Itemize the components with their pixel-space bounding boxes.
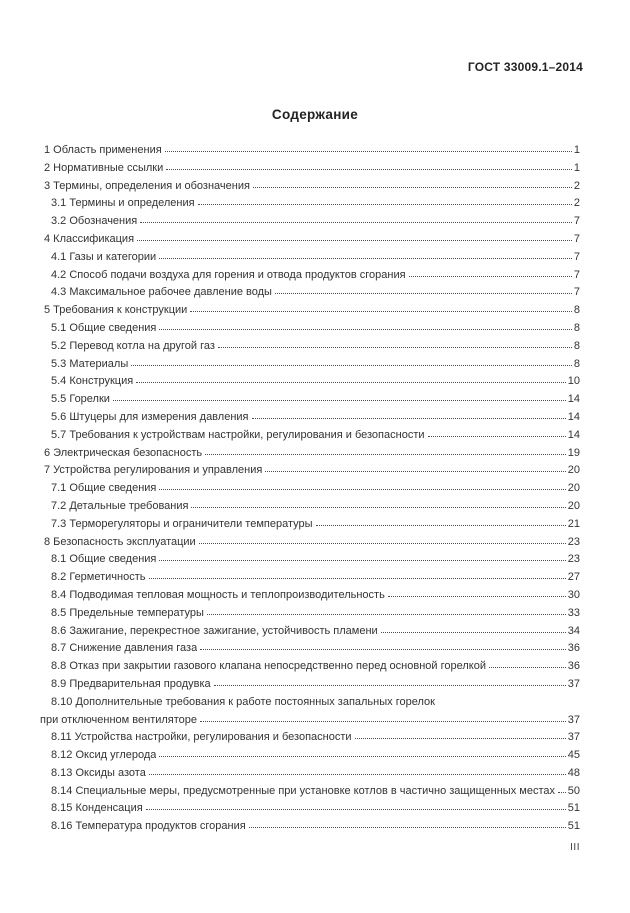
toc-entry-page: 51 [567,802,580,815]
toc-entry [40,195,580,213]
toc-entry-label: 4.3 Максимальное рабочее давление воды [51,286,272,299]
toc-entry-page: 8 [573,321,580,334]
dot-leader [218,347,572,348]
toc-entry-label: 8.8 Отказ при закрытии газового клапана непосредственно перед основной горелкой [51,660,486,673]
toc-entry-page: 37 [567,713,580,726]
toc-entry [40,765,580,783]
dot-leader [166,169,572,170]
toc-entry-page: 7 [573,250,580,263]
dot-leader [159,756,565,757]
dot-leader [159,258,572,259]
toc-entry [40,142,580,160]
toc-entry-label: 5.5 Горелки [51,393,110,406]
toc-entry-label: 3 Термины, определения и обозначения [44,179,250,192]
toc-entry [40,231,580,249]
toc-entry-page: 50 [567,784,580,797]
toc-entry-label: 3.2 Обозначения [51,215,138,228]
toc-entry-page: 45 [567,749,580,762]
dot-leader [428,436,566,437]
toc-entry [40,587,580,605]
dot-leader [198,204,572,205]
dot-leader [140,222,572,223]
toc-entry [40,534,580,552]
toc-entry-page: 36 [567,660,580,673]
toc-entry-page: 1 [573,144,580,156]
toc-entry [40,391,580,409]
dot-leader [165,151,572,152]
toc-entry [40,729,580,747]
dot-leader [214,685,566,686]
toc-entry-label: 6 Электрическая безопасность [44,446,203,459]
dot-leader [265,471,565,472]
toc-entry-page: 7 [573,232,580,245]
toc-entry-label: 4.1 Газы и категории [51,250,157,263]
toc-entry-label: 8.10 Дополнительные требования к работе постоянных запальных горелок [51,695,435,708]
toc-entry [40,356,580,374]
dot-leader [191,507,565,508]
dot-leader [489,667,566,668]
toc-entry [40,320,580,338]
toc-entry-label: 8.9 Предварительная продувка [51,677,211,690]
toc-entry [40,712,580,730]
toc-entry-page: 14 [567,393,580,406]
dot-leader [200,721,566,722]
dot-leader [149,578,566,579]
dot-leader [149,774,566,775]
dot-leader [190,311,572,312]
toc-entry [40,409,580,427]
toc-entry-page: 8 [573,357,580,370]
toc-entry-page: 20 [567,499,580,512]
toc-entry [40,640,580,658]
dot-leader [200,649,566,650]
toc-entry-page: 30 [567,588,580,601]
toc-entry-label: 5.3 Материалы [51,357,129,370]
toc-entry [40,658,580,676]
dot-leader [558,792,566,793]
toc-entry-label: 7 Устройства регулирования и управления [44,464,263,477]
toc-entry [40,178,580,196]
toc-entry [40,623,580,641]
dot-leader [199,543,566,544]
toc-entry-label: 5.6 Штуцеры для измерения давления [51,410,249,423]
toc-entry [40,498,580,516]
toc-entry-page: 51 [567,820,580,833]
dot-leader [388,596,566,597]
toc-entry [40,249,580,267]
toc-entry-page: 14 [567,428,580,441]
dot-leader [205,454,566,455]
toc-entry-page: 7 [573,268,580,281]
toc-entry-page: 2 [573,197,580,210]
toc-entry-page: 20 [567,464,580,477]
toc-entry-label: 8.16 Температура продуктов сгорания [51,820,246,833]
toc-entry-label: 5.1 Общие сведения [51,321,157,334]
toc-entry-label: 8.5 Предельные температуры [51,606,204,619]
dot-leader [316,525,566,526]
dot-leader [207,614,566,615]
toc-entry [40,302,580,320]
dot-leader [136,382,566,383]
toc-entry-label: 8.15 Конденсация [51,802,143,815]
toc-entry [40,284,580,302]
toc-entry-page: 27 [567,571,580,584]
dot-leader [409,276,572,277]
toc-entry-page: 14 [567,410,580,423]
toc-entry [40,480,580,498]
toc-entry-page: 21 [567,517,580,530]
toc-entry-page: 2 [573,179,580,192]
toc-entry-label: 4.2 Способ подачи воздуха для горения и отвода продуктов сгорания [51,268,406,281]
toc-entry [40,338,580,356]
toc-entry-page: 8 [573,304,580,317]
footer-page-number: III [570,842,580,853]
dot-leader [131,365,572,366]
toc-entry-label: 8.6 Зажигание, перекрестное зажигание, устойчивость пламени [51,624,378,637]
dot-leader [159,329,571,330]
toc-entry [40,747,580,765]
toc-entry-page: 36 [567,642,580,655]
toc-entry [40,267,580,285]
dot-leader [159,489,565,490]
toc-entry-label: 7.1 Общие сведения [51,482,157,495]
dot-leader [275,293,572,294]
toc-entry [40,783,580,801]
toc-entry-label: 8.1 Общие сведения [51,553,157,566]
toc-entry-label: 3.1 Термины и определения [51,197,195,210]
dot-leader [355,738,566,739]
toc-entry-page: 37 [567,731,580,744]
toc-entry-page: 23 [567,535,580,548]
toc-entry [40,818,580,836]
toc-entry-page: 34 [567,624,580,637]
toc-entry-page: 23 [567,553,580,566]
toc-entry-label: 8.4 Подводимая тепловая мощность и теплопроизводительность [51,588,385,601]
toc-entry-label: 7.3 Терморегуляторы и ограничители температуры [51,517,313,530]
dot-leader [253,187,572,188]
toc-entry [40,445,580,463]
toc-entry [40,605,580,623]
toc-entry [40,427,580,445]
toc-entry [40,569,580,587]
toc-entry-label: 5.2 Перевод котла на другой газ [51,339,215,352]
toc-entry-page: 1 [573,161,580,174]
dot-leader [381,632,566,633]
toc-entry [40,694,580,712]
toc-entry-page: 8 [573,339,580,352]
toc-entry [40,800,580,818]
toc-entry-label: 7.2 Детальные требования [51,499,189,512]
toc-entry [40,462,580,480]
dot-leader [146,809,566,810]
toc-entry-label: 8.14 Специальные меры, предусмотренные при установке котлов в частично защищенных местах [51,784,555,797]
toc-entry-page: 19 [567,446,580,459]
toc-entry-label: 8.7 Снижение давления газа [51,642,198,655]
toc-entry-label: 4 Классификация [44,232,135,245]
toc-entry [40,516,580,534]
page-title: Содержание [271,107,359,122]
toc-entry-label: 5.7 Требования к устройствам настройки, регулирования и безопасности [51,428,425,441]
dot-leader [113,400,566,401]
dot-leader [252,418,566,419]
toc-entry-page: 20 [567,482,580,495]
toc-entry-page: 7 [573,215,580,228]
toc-entry-label: 5 Требования к конструкции [44,304,188,317]
toc-entry-label: 8.11 Устройства настройки, регулирования и безопасности [51,731,352,744]
toc-entry-page: 7 [573,286,580,299]
toc-entry-label: 5.4 Конструкция [51,375,134,388]
table-of-contents [40,142,580,836]
toc-entry-label: 2 Нормативные ссылки [44,161,164,174]
toc-entry [40,676,580,694]
toc-entry-label: 8.12 Оксид углерода [51,749,157,762]
dot-leader [159,560,565,561]
toc-entry-page: 48 [567,766,580,779]
toc-entry-page: 33 [567,606,580,619]
document-number-header: ГОСТ 33009.1–2014 [467,60,583,74]
toc-entry [40,373,580,391]
toc-entry-label: 8.13 Оксиды азота [51,766,146,779]
dot-leader [249,827,566,828]
toc-entry-page: 10 [567,375,580,388]
toc-entry [40,551,580,569]
dot-leader [137,240,572,241]
toc-entry-page: 37 [567,677,580,690]
toc-entry-label: 8 Безопасность эксплуатации [44,535,196,548]
toc-entry-label: 8.2 Герметичность [51,571,146,584]
toc-entry [40,213,580,231]
toc-entry [40,160,580,178]
toc-entry-label: 1 Область применения [44,144,162,156]
toc-entry-label: при отключенном вентиляторе [40,713,198,726]
